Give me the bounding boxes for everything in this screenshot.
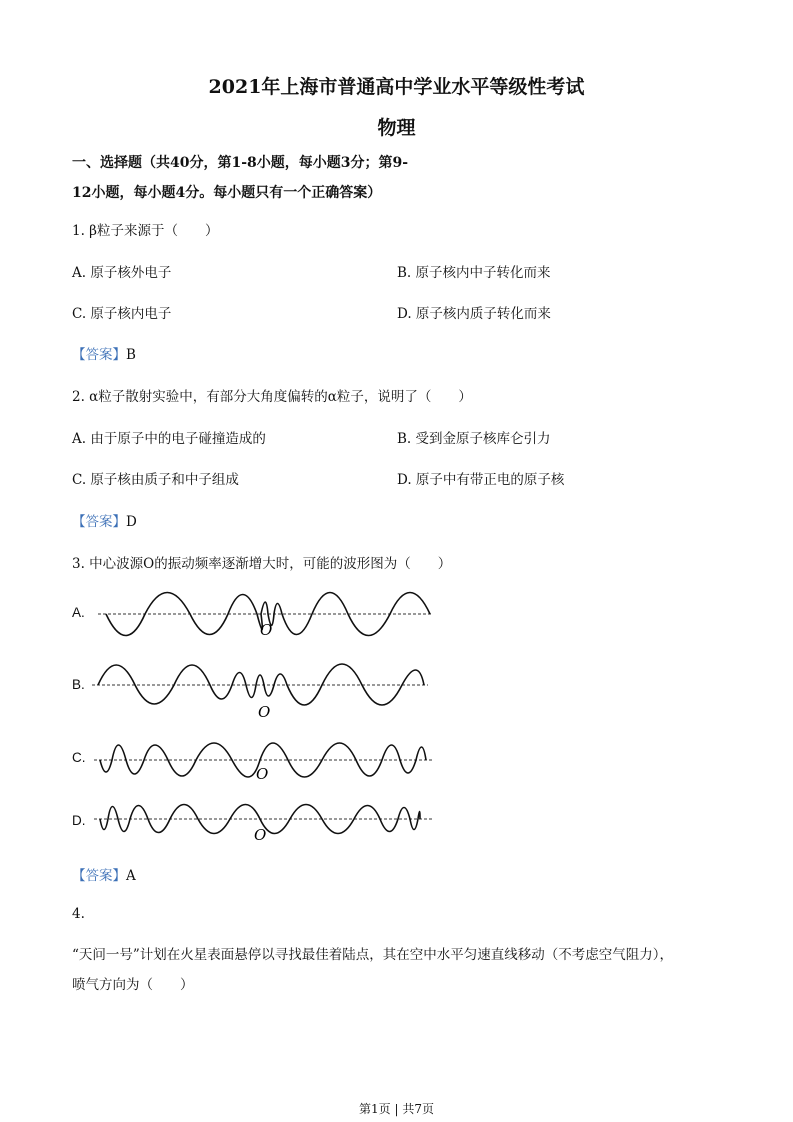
question-2-option-d: D. 原子中有带正电的原子核 bbox=[397, 472, 565, 488]
question-3-stem: 3. 中心波源O的振动频率逐渐增大时，可能的波形图为（ ） bbox=[72, 556, 452, 572]
question-1-option-c: C. 原子核内电子 bbox=[72, 306, 172, 322]
question-1-option-a: A. 原子核外电子 bbox=[72, 265, 172, 281]
question-2-option-c: C. 原子核由质子和中子组成 bbox=[72, 472, 239, 488]
question-1-stem: 1. β粒子来源于（ ） bbox=[72, 223, 219, 239]
wave-diagram-c bbox=[90, 728, 440, 790]
answer-tag: 【答案】 bbox=[72, 347, 126, 363]
question-1-option-d: D. 原子核内质子转化而来 bbox=[397, 306, 551, 322]
page-footer: 第1页 | 共7页 bbox=[359, 1102, 434, 1116]
question-2-stem: 2. α粒子散射实验中，有部分大角度偏转的α粒子，说明了（ ） bbox=[72, 389, 472, 405]
answer-tag: 【答案】 bbox=[72, 514, 126, 530]
question-4-number: 4. bbox=[72, 906, 85, 922]
wave-curve bbox=[98, 664, 424, 705]
question-2-option-b: B. 受到金原子核库仑引力 bbox=[397, 431, 551, 447]
wave-diagram-a bbox=[90, 585, 440, 645]
section-heading-line1: 一、选择题（共40分，第1-8小题，每小题3分；第9- bbox=[72, 155, 409, 171]
wave-diagram-d bbox=[90, 790, 440, 852]
answer-value: D bbox=[126, 514, 137, 530]
origin-label: O bbox=[256, 765, 269, 783]
page-title: 2021年上海市普通高中学业水平等级性考试 bbox=[208, 76, 585, 98]
page-subtitle: 物理 bbox=[377, 117, 416, 139]
wave-label-c: C. bbox=[72, 750, 86, 765]
question-2-option-a: A. 由于原子中的电子碰撞造成的 bbox=[72, 431, 266, 447]
wave-label-d: D. bbox=[72, 813, 86, 828]
answer-value: A bbox=[126, 868, 136, 884]
question-3-answer bbox=[72, 864, 136, 884]
question-4-stem-line1: “天问一号”计划在火星表面悬停以寻找最佳着陆点，其在空中水平匀速直线移动（不考虑空气阻力）， bbox=[72, 947, 674, 963]
wave-label-a: A. bbox=[72, 605, 85, 620]
wave-label-b: B. bbox=[72, 677, 85, 692]
answer-value: B bbox=[126, 347, 136, 363]
question-2-answer bbox=[72, 510, 137, 530]
answer-tag: 【答案】 bbox=[72, 868, 126, 884]
question-1-answer bbox=[72, 343, 136, 363]
origin-label: O bbox=[254, 826, 267, 844]
section-heading-line2: 12小题，每小题4分。每小题只有一个正确答案） bbox=[72, 185, 382, 201]
question-4-stem-line2: 喷气方向为（ ） bbox=[72, 977, 194, 993]
origin-label: O bbox=[258, 703, 271, 721]
question-1-option-b: B. 原子核内中子转化而来 bbox=[397, 265, 551, 281]
wave-diagram-b bbox=[90, 655, 440, 725]
origin-label: O bbox=[260, 621, 273, 639]
